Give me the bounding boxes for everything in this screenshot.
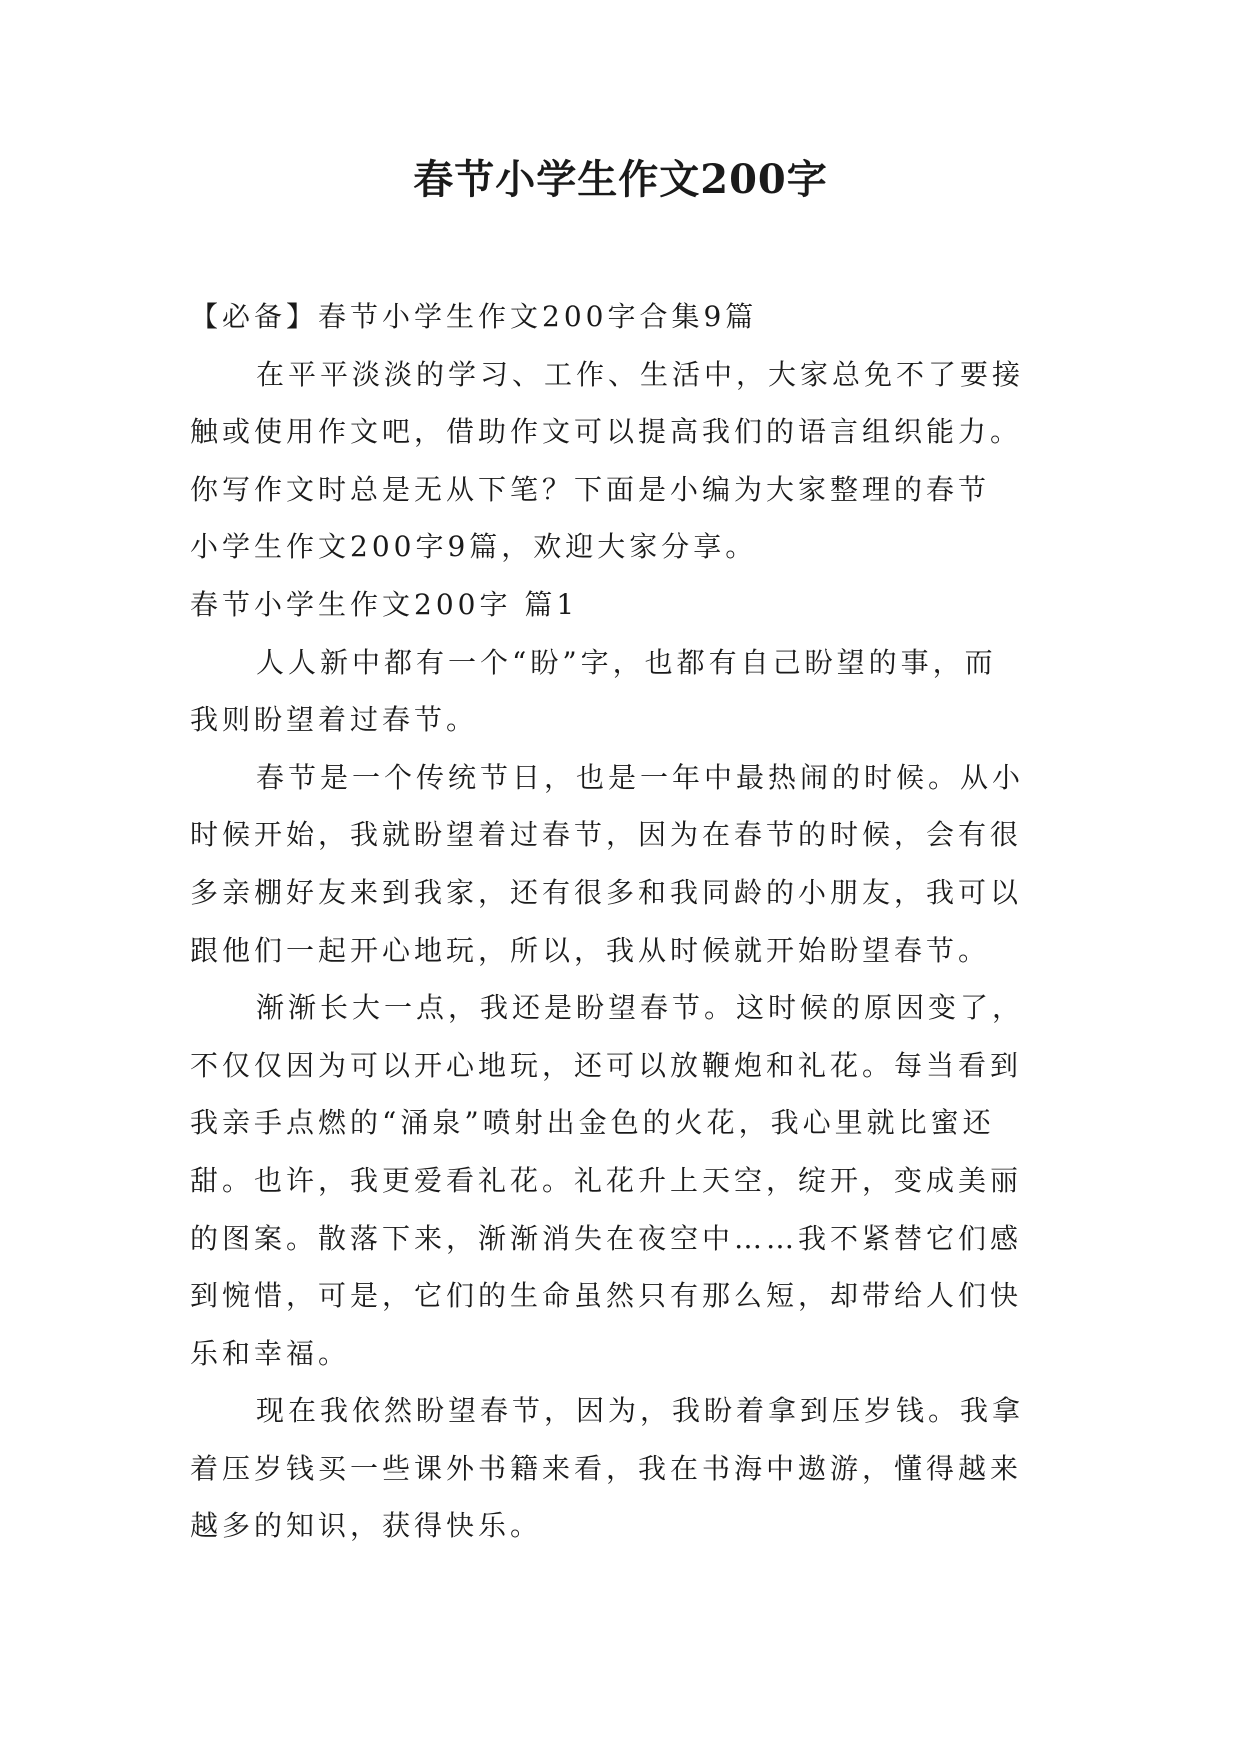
text-line: 触或使用作文吧，借助作文可以提高我们的语言组织能力。 <box>190 415 1023 449</box>
document-body <box>190 288 1070 1555</box>
text-line: 在平平淡淡的学习、工作、生活中，大家总免不了要接 <box>256 357 1025 391</box>
text-line: 人人新中都有一个“盼”字，也都有自己盼望的事，而 <box>256 645 997 679</box>
text-line: 不仅仅因为可以开心地玩，还可以放鞭炮和礼花。每当看到 <box>190 1048 1023 1082</box>
text-line: 跟他们一起开心地玩，所以，我从时候就开始盼望春节。 <box>190 933 991 967</box>
text-line: 我亲手点燃的“涌泉”喷射出金色的火花，我心里就比蜜还 <box>190 1106 995 1140</box>
text-line: 春节小学生作文200字 篇1 <box>190 587 579 621</box>
text-line: 小学生作文200字9篇，欢迎大家分享。 <box>190 530 758 564</box>
text-line: 渐渐长大一点，我还是盼望春节。这时候的原因变了， <box>256 991 1025 1025</box>
text-line: 现在我依然盼望春节，因为，我盼着拿到压岁钱。我拿 <box>256 1394 1025 1428</box>
text-line: 着压岁钱买一些课外书籍来看，我在书海中遨游，懂得越来 <box>190 1451 1023 1485</box>
text-line: 多亲棚好友来到我家，还有很多和我同龄的小朋友，我可以 <box>190 875 1023 909</box>
text-line: 春节是一个传统节日，也是一年中最热闹的时候。从小 <box>256 760 1025 794</box>
text-line: 到惋惜，可是，它们的生命虽然只有那么短，却带给人们快 <box>190 1279 1023 1313</box>
text-line: 你写作文时总是无从下笔？下面是小编为大家整理的春节 <box>190 472 991 506</box>
text-line: 我则盼望着过春节。 <box>190 703 479 737</box>
text-line: 甜。也许，我更爱看礼花。礼花升上天空，绽开，变成美丽 <box>190 1163 1023 1197</box>
text-line: 的图案。散落下来，渐渐消失在夜空中……我不紧替它们感 <box>190 1221 1023 1255</box>
text-line: 时候开始，我就盼望着过春节，因为在春节的时候，会有很 <box>190 818 1023 852</box>
document-title: 春节小学生作文200字 <box>413 156 828 203</box>
text-line: 越多的知识，获得快乐。 <box>190 1509 543 1543</box>
text-line: 【必备】春节小学生作文200字合集9篇 <box>190 300 758 333</box>
text-line: 乐和幸福。 <box>190 1336 351 1370</box>
